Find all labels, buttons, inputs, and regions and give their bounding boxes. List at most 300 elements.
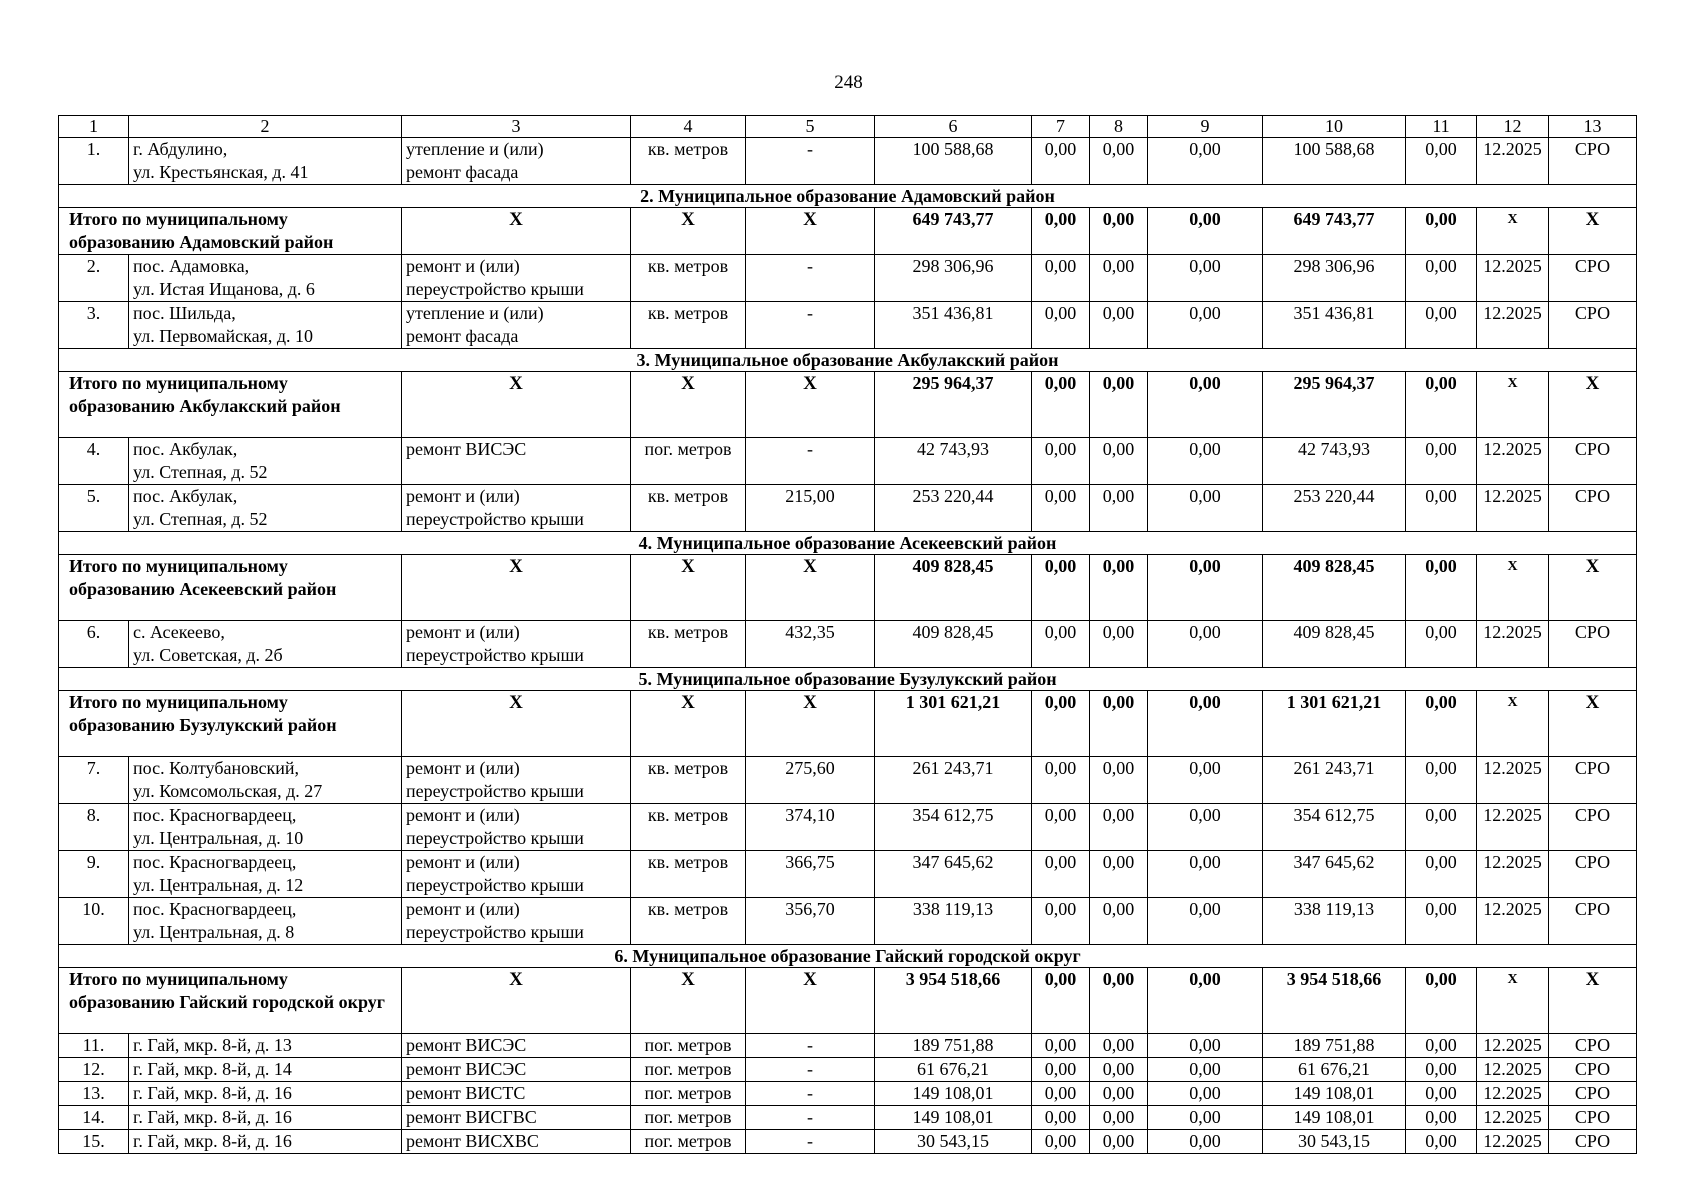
amount-cell: 409 828,45 <box>1263 621 1406 668</box>
address-line: с. Асекеево, <box>133 622 225 642</box>
amount-cell: 0,00 <box>1032 138 1090 185</box>
work-type-cell <box>402 898 631 945</box>
amount-cell: 0,00 <box>1406 1058 1477 1082</box>
amount-cell: 0,00 <box>1148 302 1263 349</box>
amount-cell: 0,00 <box>1032 438 1090 485</box>
section-title: 6. Муниципальное образование Гайский городской округ <box>59 945 1637 968</box>
amount-cell: 0,00 <box>1406 555 1477 621</box>
amount-cell: 149 108,01 <box>875 1082 1032 1106</box>
amount-cell: 0,00 <box>1032 555 1090 621</box>
amount-cell: 347 645,62 <box>875 851 1032 898</box>
address-cell <box>129 851 402 898</box>
table-row <box>59 851 1637 898</box>
volume-cell: - <box>746 438 875 485</box>
address-line: пос. Адамовка, <box>133 256 250 276</box>
table-row <box>59 255 1637 302</box>
amount-cell: 149 108,01 <box>1263 1082 1406 1106</box>
unit-cell: пог. метров <box>631 1034 746 1058</box>
amount-cell: 0,00 <box>1090 438 1148 485</box>
work-type-line: утепление и (или) <box>406 139 544 159</box>
amount-cell: 0,00 <box>1090 804 1148 851</box>
table-row <box>59 804 1637 851</box>
amount-cell: 0,00 <box>1148 968 1263 1034</box>
amount-cell: 0,00 <box>1032 621 1090 668</box>
table-row <box>59 621 1637 668</box>
not-applicable-mark: X <box>746 691 875 757</box>
row-number: 4. <box>59 438 129 485</box>
amount-cell: 12.2025 <box>1477 621 1549 668</box>
unit-cell: пог. метров <box>631 438 746 485</box>
amount-cell: 0,00 <box>1090 255 1148 302</box>
address-cell: г. Гай, мкр. 8-й, д. 13 <box>129 1034 402 1058</box>
unit-cell: кв. метров <box>631 138 746 185</box>
amount-cell: 12.2025 <box>1477 757 1549 804</box>
table-row <box>59 302 1637 349</box>
work-type-cell <box>402 302 631 349</box>
table-row <box>59 1034 1637 1058</box>
executor-cell: СРО <box>1549 302 1637 349</box>
column-number: 8 <box>1090 116 1148 138</box>
volume-cell: - <box>746 255 875 302</box>
amount-cell: 0,00 <box>1406 372 1477 438</box>
amount-cell: 30 543,15 <box>1263 1130 1406 1154</box>
address-line: пос. Акбулак, <box>133 486 238 506</box>
work-type-cell <box>402 621 631 668</box>
section-header-row <box>59 349 1637 372</box>
column-number: 3 <box>402 116 631 138</box>
amount-cell: 0,00 <box>1148 851 1263 898</box>
address-line: ул. Комсомольская, д. 27 <box>133 781 323 801</box>
subtotal-row <box>59 968 1637 1034</box>
work-type-cell <box>402 804 631 851</box>
amount-cell: 0,00 <box>1406 208 1477 255</box>
executor-cell: СРО <box>1549 621 1637 668</box>
amount-cell: 0,00 <box>1090 1058 1148 1082</box>
section-title: 4. Муниципальное образование Асекеевский район <box>59 532 1637 555</box>
column-number: 12 <box>1477 116 1549 138</box>
address-cell <box>129 804 402 851</box>
work-type-line: переустройство крыши <box>406 781 584 801</box>
amount-cell: 298 306,96 <box>875 255 1032 302</box>
work-type-cell: ремонт ВИСЭС <box>402 1034 631 1058</box>
column-number: 10 <box>1263 116 1406 138</box>
unit-cell: кв. метров <box>631 621 746 668</box>
amount-cell: 0,00 <box>1090 555 1148 621</box>
row-number: 9. <box>59 851 129 898</box>
row-number: 7. <box>59 757 129 804</box>
amount-cell: 253 220,44 <box>1263 485 1406 532</box>
work-type-line: переустройство крыши <box>406 875 584 895</box>
column-number: 6 <box>875 116 1032 138</box>
unit-cell: кв. метров <box>631 898 746 945</box>
address-line: пос. Красногвардеец, <box>133 852 297 872</box>
amount-cell: 12.2025 <box>1477 302 1549 349</box>
subtotal-row <box>59 372 1637 438</box>
amount-cell: 12.2025 <box>1477 851 1549 898</box>
unit-cell: кв. метров <box>631 757 746 804</box>
amount-cell: 12.2025 <box>1477 1130 1549 1154</box>
unit-cell: пог. метров <box>631 1058 746 1082</box>
amount-cell: 649 743,77 <box>875 208 1032 255</box>
table-row <box>59 1058 1637 1082</box>
amount-cell: 0,00 <box>1406 1082 1477 1106</box>
amount-cell: 61 676,21 <box>1263 1058 1406 1082</box>
subtotal-label: Итого по муниципальному образованию Адамовский район <box>59 208 402 255</box>
row-number: 10. <box>59 898 129 945</box>
address-cell <box>129 621 402 668</box>
address-line: ул. Центральная, д. 8 <box>133 922 295 942</box>
amount-cell: 0,00 <box>1406 898 1477 945</box>
amount-cell: 0,00 <box>1032 1106 1090 1130</box>
amount-cell: 338 119,13 <box>875 898 1032 945</box>
executor-cell: СРО <box>1549 1058 1637 1082</box>
unit-cell: кв. метров <box>631 255 746 302</box>
amount-cell: 0,00 <box>1406 804 1477 851</box>
amount-cell: 0,00 <box>1148 1106 1263 1130</box>
row-number: 8. <box>59 804 129 851</box>
amount-cell: 0,00 <box>1090 968 1148 1034</box>
row-number: 15. <box>59 1130 129 1154</box>
unit-cell: кв. метров <box>631 804 746 851</box>
address-line: ул. Центральная, д. 12 <box>133 875 304 895</box>
amount-cell: 0,00 <box>1032 372 1090 438</box>
amount-cell: 1 301 621,21 <box>875 691 1032 757</box>
amount-cell: 0,00 <box>1148 138 1263 185</box>
work-type-line: утепление и (или) <box>406 303 544 323</box>
work-type-line: ремонт ВИСЭС <box>406 439 527 459</box>
volume-cell: 215,00 <box>746 485 875 532</box>
address-line: ул. Центральная, д. 10 <box>133 828 304 848</box>
amount-cell: 12.2025 <box>1477 485 1549 532</box>
volume-cell: 366,75 <box>746 851 875 898</box>
amount-cell: 354 612,75 <box>1263 804 1406 851</box>
not-applicable-mark: X <box>746 208 875 255</box>
not-applicable-mark: X <box>1477 691 1549 757</box>
amount-cell: 0,00 <box>1090 851 1148 898</box>
executor-cell: СРО <box>1549 757 1637 804</box>
amount-cell: 0,00 <box>1148 1058 1263 1082</box>
amount-cell: 12.2025 <box>1477 438 1549 485</box>
table-row <box>59 898 1637 945</box>
section-header-row <box>59 945 1637 968</box>
amount-cell: 0,00 <box>1090 1106 1148 1130</box>
section-header-row <box>59 532 1637 555</box>
work-type-line: ремонт и (или) <box>406 852 520 872</box>
unit-cell: пог. метров <box>631 1106 746 1130</box>
amount-cell: 253 220,44 <box>875 485 1032 532</box>
amount-cell: 0,00 <box>1148 255 1263 302</box>
work-type-line: ремонт и (или) <box>406 899 520 919</box>
subtotal-row <box>59 208 1637 255</box>
address-line: пос. Шильда, <box>133 303 236 323</box>
not-applicable-mark: X <box>1549 691 1637 757</box>
work-type-line: ремонт и (или) <box>406 256 520 276</box>
amount-cell: 261 243,71 <box>875 757 1032 804</box>
page-number: 248 <box>834 72 863 93</box>
amount-cell: 0,00 <box>1148 691 1263 757</box>
not-applicable-mark: X <box>631 208 746 255</box>
amount-cell: 0,00 <box>1148 438 1263 485</box>
work-type-cell: ремонт ВИСГВС <box>402 1106 631 1130</box>
row-number: 14. <box>59 1106 129 1130</box>
work-type-cell: ремонт ВИСХВС <box>402 1130 631 1154</box>
amount-cell: 0,00 <box>1406 968 1477 1034</box>
amount-cell: 409 828,45 <box>875 555 1032 621</box>
executor-cell: СРО <box>1549 485 1637 532</box>
work-type-line: ремонт и (или) <box>406 486 520 506</box>
not-applicable-mark: X <box>1549 968 1637 1034</box>
amount-cell: 0,00 <box>1032 485 1090 532</box>
amount-cell: 12.2025 <box>1477 1106 1549 1130</box>
amount-cell: 0,00 <box>1148 621 1263 668</box>
row-number: 5. <box>59 485 129 532</box>
subtotal-row <box>59 691 1637 757</box>
volume-cell: - <box>746 1082 875 1106</box>
amount-cell: 1 301 621,21 <box>1263 691 1406 757</box>
work-type-cell <box>402 485 631 532</box>
volume-cell: - <box>746 1106 875 1130</box>
amount-cell: 347 645,62 <box>1263 851 1406 898</box>
volume-cell: - <box>746 1130 875 1154</box>
unit-cell: кв. метров <box>631 485 746 532</box>
address-cell: г. Гай, мкр. 8-й, д. 16 <box>129 1082 402 1106</box>
amount-cell: 338 119,13 <box>1263 898 1406 945</box>
work-type-line: переустройство крыши <box>406 279 584 299</box>
amount-cell: 12.2025 <box>1477 898 1549 945</box>
work-type-line: переустройство крыши <box>406 509 584 529</box>
amount-cell: 0,00 <box>1148 1082 1263 1106</box>
column-number: 1 <box>59 116 129 138</box>
column-number: 5 <box>746 116 875 138</box>
amount-cell: 649 743,77 <box>1263 208 1406 255</box>
amount-cell: 0,00 <box>1406 302 1477 349</box>
column-number: 11 <box>1406 116 1477 138</box>
column-number: 13 <box>1549 116 1637 138</box>
work-type-line: переустройство крыши <box>406 922 584 942</box>
not-applicable-mark: X <box>631 968 746 1034</box>
amount-cell: 0,00 <box>1148 898 1263 945</box>
table-row <box>59 1106 1637 1130</box>
address-line: пос. Акбулак, <box>133 439 238 459</box>
subtotal-label: Итого по муниципальному образованию Гайский городской округ <box>59 968 402 1034</box>
column-number: 9 <box>1148 116 1263 138</box>
address-cell <box>129 757 402 804</box>
amount-cell: 351 436,81 <box>875 302 1032 349</box>
subtotal-label: Итого по муниципальному образованию Асекеевский район <box>59 555 402 621</box>
section-title: 2. Муниципальное образование Адамовский район <box>59 185 1637 208</box>
amount-cell: 0,00 <box>1406 621 1477 668</box>
executor-cell: СРО <box>1549 804 1637 851</box>
amount-cell: 0,00 <box>1406 851 1477 898</box>
amount-cell: 12.2025 <box>1477 255 1549 302</box>
not-applicable-mark: X <box>746 372 875 438</box>
address-cell <box>129 898 402 945</box>
unit-cell: кв. метров <box>631 302 746 349</box>
executor-cell: СРО <box>1549 438 1637 485</box>
amount-cell: 0,00 <box>1406 138 1477 185</box>
address-cell <box>129 255 402 302</box>
amount-cell: 0,00 <box>1032 1130 1090 1154</box>
amount-cell: 42 743,93 <box>1263 438 1406 485</box>
section-header-row <box>59 668 1637 691</box>
not-applicable-mark: X <box>1477 372 1549 438</box>
amount-cell: 0,00 <box>1032 302 1090 349</box>
subtotal-label: Итого по муниципальному образованию Бузулукский район <box>59 691 402 757</box>
amount-cell: 261 243,71 <box>1263 757 1406 804</box>
subtotal-label: Итого по муниципальному образованию Акбулакский район <box>59 372 402 438</box>
volume-cell: 275,60 <box>746 757 875 804</box>
amount-cell: 409 828,45 <box>1263 555 1406 621</box>
not-applicable-mark: X <box>402 968 631 1034</box>
row-number: 2. <box>59 255 129 302</box>
not-applicable-mark: X <box>1549 372 1637 438</box>
amount-cell: 295 964,37 <box>875 372 1032 438</box>
amount-cell: 0,00 <box>1032 1034 1090 1058</box>
not-applicable-mark: X <box>1477 968 1549 1034</box>
amount-cell: 12.2025 <box>1477 1058 1549 1082</box>
section-title: 3. Муниципальное образование Акбулакский район <box>59 349 1637 372</box>
amount-cell: 0,00 <box>1090 485 1148 532</box>
amount-cell: 295 964,37 <box>1263 372 1406 438</box>
amount-cell: 0,00 <box>1406 1106 1477 1130</box>
not-applicable-mark: X <box>746 555 875 621</box>
amount-cell: 0,00 <box>1406 438 1477 485</box>
amount-cell: 0,00 <box>1148 372 1263 438</box>
work-type-cell <box>402 138 631 185</box>
volume-cell: 356,70 <box>746 898 875 945</box>
volume-cell: - <box>746 1058 875 1082</box>
volume-cell: - <box>746 302 875 349</box>
amount-cell: 0,00 <box>1032 968 1090 1034</box>
volume-cell: - <box>746 138 875 185</box>
executor-cell: СРО <box>1549 138 1637 185</box>
not-applicable-mark: X <box>402 555 631 621</box>
work-type-cell <box>402 438 631 485</box>
amount-cell: 0,00 <box>1148 1130 1263 1154</box>
amount-cell: 354 612,75 <box>875 804 1032 851</box>
amount-cell: 0,00 <box>1406 255 1477 302</box>
amount-cell: 12.2025 <box>1477 138 1549 185</box>
amount-cell: 409 828,45 <box>875 621 1032 668</box>
row-number: 12. <box>59 1058 129 1082</box>
unit-cell: кв. метров <box>631 851 746 898</box>
amount-cell: 0,00 <box>1032 804 1090 851</box>
amount-cell: 100 588,68 <box>1263 138 1406 185</box>
work-type-cell <box>402 255 631 302</box>
volume-cell: - <box>746 1034 875 1058</box>
column-number: 2 <box>129 116 402 138</box>
amount-cell: 0,00 <box>1032 255 1090 302</box>
amount-cell: 30 543,15 <box>875 1130 1032 1154</box>
section-header-row <box>59 185 1637 208</box>
amount-cell: 0,00 <box>1406 691 1477 757</box>
address-line: ул. Крестьянская, д. 41 <box>133 162 309 182</box>
amount-cell: 0,00 <box>1090 621 1148 668</box>
amount-cell: 149 108,01 <box>1263 1106 1406 1130</box>
amount-cell: 42 743,93 <box>875 438 1032 485</box>
work-type-line: ремонт фасада <box>406 162 519 182</box>
amount-cell: 0,00 <box>1032 1082 1090 1106</box>
address-cell <box>129 302 402 349</box>
amount-cell: 61 676,21 <box>875 1058 1032 1082</box>
address-cell: г. Гай, мкр. 8-й, д. 16 <box>129 1130 402 1154</box>
repair-register-table <box>58 115 1637 1154</box>
not-applicable-mark: X <box>631 372 746 438</box>
amount-cell: 12.2025 <box>1477 1034 1549 1058</box>
table-row <box>59 485 1637 532</box>
table-row <box>59 138 1637 185</box>
address-line: пос. Красногвардеец, <box>133 899 297 919</box>
executor-cell: СРО <box>1549 851 1637 898</box>
address-cell: г. Гай, мкр. 8-й, д. 14 <box>129 1058 402 1082</box>
amount-cell: 0,00 <box>1148 485 1263 532</box>
not-applicable-mark: X <box>1477 208 1549 255</box>
not-applicable-mark: X <box>402 208 631 255</box>
address-line: пос. Колтубановский, <box>133 758 299 778</box>
address-line: ул. Степная, д. 52 <box>133 462 268 482</box>
work-type-cell <box>402 757 631 804</box>
amount-cell: 0,00 <box>1148 208 1263 255</box>
work-type-line: переустройство крыши <box>406 828 584 848</box>
amount-cell: 298 306,96 <box>1263 255 1406 302</box>
row-number: 3. <box>59 302 129 349</box>
not-applicable-mark: X <box>402 691 631 757</box>
not-applicable-mark: X <box>1549 555 1637 621</box>
not-applicable-mark: X <box>1549 208 1637 255</box>
work-type-line: ремонт фасада <box>406 326 519 346</box>
subtotal-row <box>59 555 1637 621</box>
section-title: 5. Муниципальное образование Бузулукский район <box>59 668 1637 691</box>
amount-cell: 0,00 <box>1148 555 1263 621</box>
amount-cell: 12.2025 <box>1477 804 1549 851</box>
amount-cell: 0,00 <box>1406 1034 1477 1058</box>
not-applicable-mark: X <box>746 968 875 1034</box>
executor-cell: СРО <box>1549 1130 1637 1154</box>
not-applicable-mark: X <box>631 555 746 621</box>
executor-cell: СРО <box>1549 898 1637 945</box>
amount-cell: 149 108,01 <box>875 1106 1032 1130</box>
work-type-line: переустройство крыши <box>406 645 584 665</box>
address-cell: г. Гай, мкр. 8-й, д. 16 <box>129 1106 402 1130</box>
amount-cell: 0,00 <box>1090 757 1148 804</box>
amount-cell: 0,00 <box>1148 757 1263 804</box>
amount-cell: 0,00 <box>1090 208 1148 255</box>
address-line: пос. Красногвардеец, <box>133 805 297 825</box>
unit-cell: пог. метров <box>631 1082 746 1106</box>
amount-cell: 12.2025 <box>1477 1082 1549 1106</box>
address-cell <box>129 485 402 532</box>
column-number: 4 <box>631 116 746 138</box>
amount-cell: 100 588,68 <box>875 138 1032 185</box>
row-number: 6. <box>59 621 129 668</box>
column-number: 7 <box>1032 116 1090 138</box>
column-number-row <box>59 116 1637 138</box>
volume-cell: 432,35 <box>746 621 875 668</box>
amount-cell: 0,00 <box>1032 757 1090 804</box>
work-type-cell <box>402 851 631 898</box>
work-type-line: ремонт и (или) <box>406 758 520 778</box>
amount-cell: 351 436,81 <box>1263 302 1406 349</box>
amount-cell: 0,00 <box>1406 757 1477 804</box>
amount-cell: 0,00 <box>1090 302 1148 349</box>
amount-cell: 0,00 <box>1090 1130 1148 1154</box>
row-number: 11. <box>59 1034 129 1058</box>
amount-cell: 0,00 <box>1090 372 1148 438</box>
executor-cell: СРО <box>1549 1034 1637 1058</box>
amount-cell: 189 751,88 <box>875 1034 1032 1058</box>
volume-cell: 374,10 <box>746 804 875 851</box>
address-line: ул. Первомайская, д. 10 <box>133 326 313 346</box>
